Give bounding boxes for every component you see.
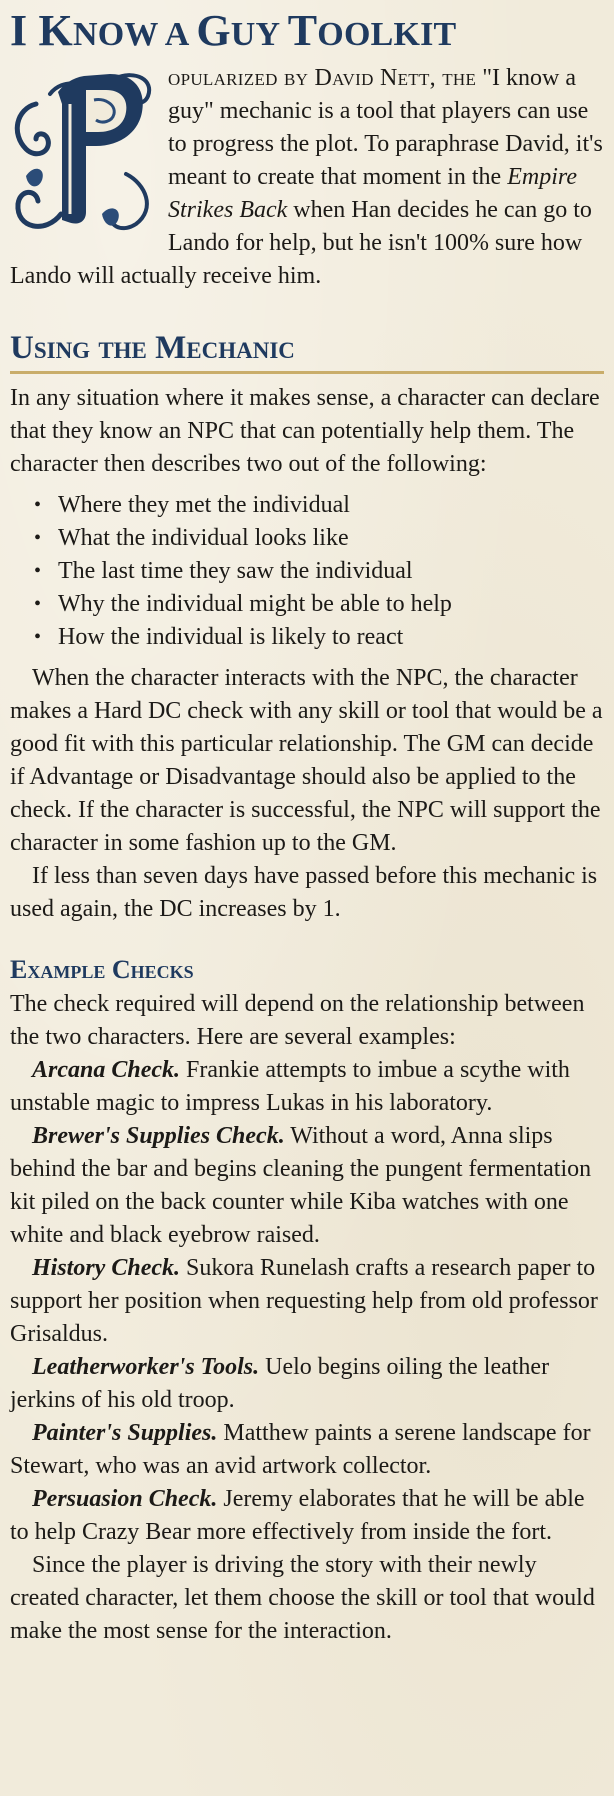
list-item: • What the individual looks like xyxy=(34,522,604,555)
drop-cap-p xyxy=(6,64,160,236)
title-part: G xyxy=(196,6,231,55)
title-part: NOW A xyxy=(72,16,197,53)
example-item xyxy=(10,1483,604,1549)
section-heading-examples: Example Checks xyxy=(10,955,194,984)
mechanic-paragraph: If less than seven days have passed before this mechanic is used again, the DC increases by 1. xyxy=(10,863,598,922)
example-text: Jeremy elaborates that he will be able to help Crazy Bear more effectively from inside the fort. xyxy=(10,1486,585,1545)
page-title xyxy=(10,0,604,62)
example-item xyxy=(10,1054,604,1120)
intro-text-b: when Han decides he can go to Lando for help, but he isn't 100% sure how Lando will actually receive him. xyxy=(10,197,592,289)
closing-paragraph: Since the player is driving the story with their newly created character, let them choose the skill or tool that would make the most sense for the interaction. xyxy=(10,1552,595,1644)
section-heading-mechanic: Using the Mechanic xyxy=(10,327,604,374)
mechanic-paragraph: When the character interacts with the NPC, the character makes a Hard DC check with any skill or tool that would be a good fit with this particular relationship. The GM can decide if Advantage or Disadvantage should also be applied to the check. If the character is successful, the NPC will support the character in some fashion up to the GM. xyxy=(10,665,603,856)
example-label: Leatherworker's Tools. xyxy=(32,1354,260,1380)
example-label: Painter's Supplies. xyxy=(32,1420,218,1446)
example-label: Arcana Check. xyxy=(32,1057,181,1083)
intro-italic-title: Empire Strikes Back xyxy=(168,164,577,223)
title-part: I K xyxy=(10,6,73,55)
list-item: • Where they met the individual xyxy=(34,489,604,522)
intro-lead: opularized by David Nett, the xyxy=(168,65,477,91)
list-item: • The last time they saw the individual xyxy=(34,555,604,588)
example-text: Sukora Runelash crafts a research paper to support her position when requesting help from old professor Grisaldus. xyxy=(10,1255,598,1347)
example-item xyxy=(10,1120,604,1252)
example-label: History Check. xyxy=(32,1255,180,1281)
title-part: UY xyxy=(230,16,288,53)
intro-paragraph xyxy=(10,62,604,293)
title-part: OOLKIT xyxy=(317,16,457,53)
example-item xyxy=(10,1351,604,1417)
example-text: Matthew paints a serene landscape for Stewart, who was an avid artwork collector. xyxy=(10,1420,591,1479)
list-item: • Why the individual might be able to help xyxy=(34,588,604,621)
example-label: Brewer's Supplies Check. xyxy=(32,1123,285,1149)
examples-intro: The check required will depend on the relationship between the two characters. Here are several examples: xyxy=(10,991,585,1050)
intro-text-a: "I know a guy" mechanic is a tool that players can use to progress the plot. To paraphrase David, it's meant to create that moment in the xyxy=(168,65,603,190)
example-item xyxy=(10,1417,604,1483)
mechanic-bullet-list xyxy=(10,489,604,654)
title-part: T xyxy=(287,6,318,55)
example-text: Frankie attempts to imbue a scythe with unstable magic to impress Lukas in his laboratory. xyxy=(10,1057,570,1116)
example-label: Persuasion Check. xyxy=(32,1486,218,1512)
example-text: Uelo begins oiling the leather jerkins of his old troop. xyxy=(10,1354,550,1413)
example-text: Without a word, Anna slips behind the bar and begins cleaning the pungent fermentation kit piled on the back counter while Kiba watches with one white and black eyebrow raised. xyxy=(10,1123,592,1248)
list-item: • How the individual is likely to react xyxy=(34,621,604,654)
example-item xyxy=(10,1252,604,1351)
ornamental-drop-cap-icon xyxy=(6,64,160,236)
mechanic-paragraph: In any situation where it makes sense, a character can declare that they know an NPC that can potentially help them. The character then describes two out of the following: xyxy=(10,385,600,477)
